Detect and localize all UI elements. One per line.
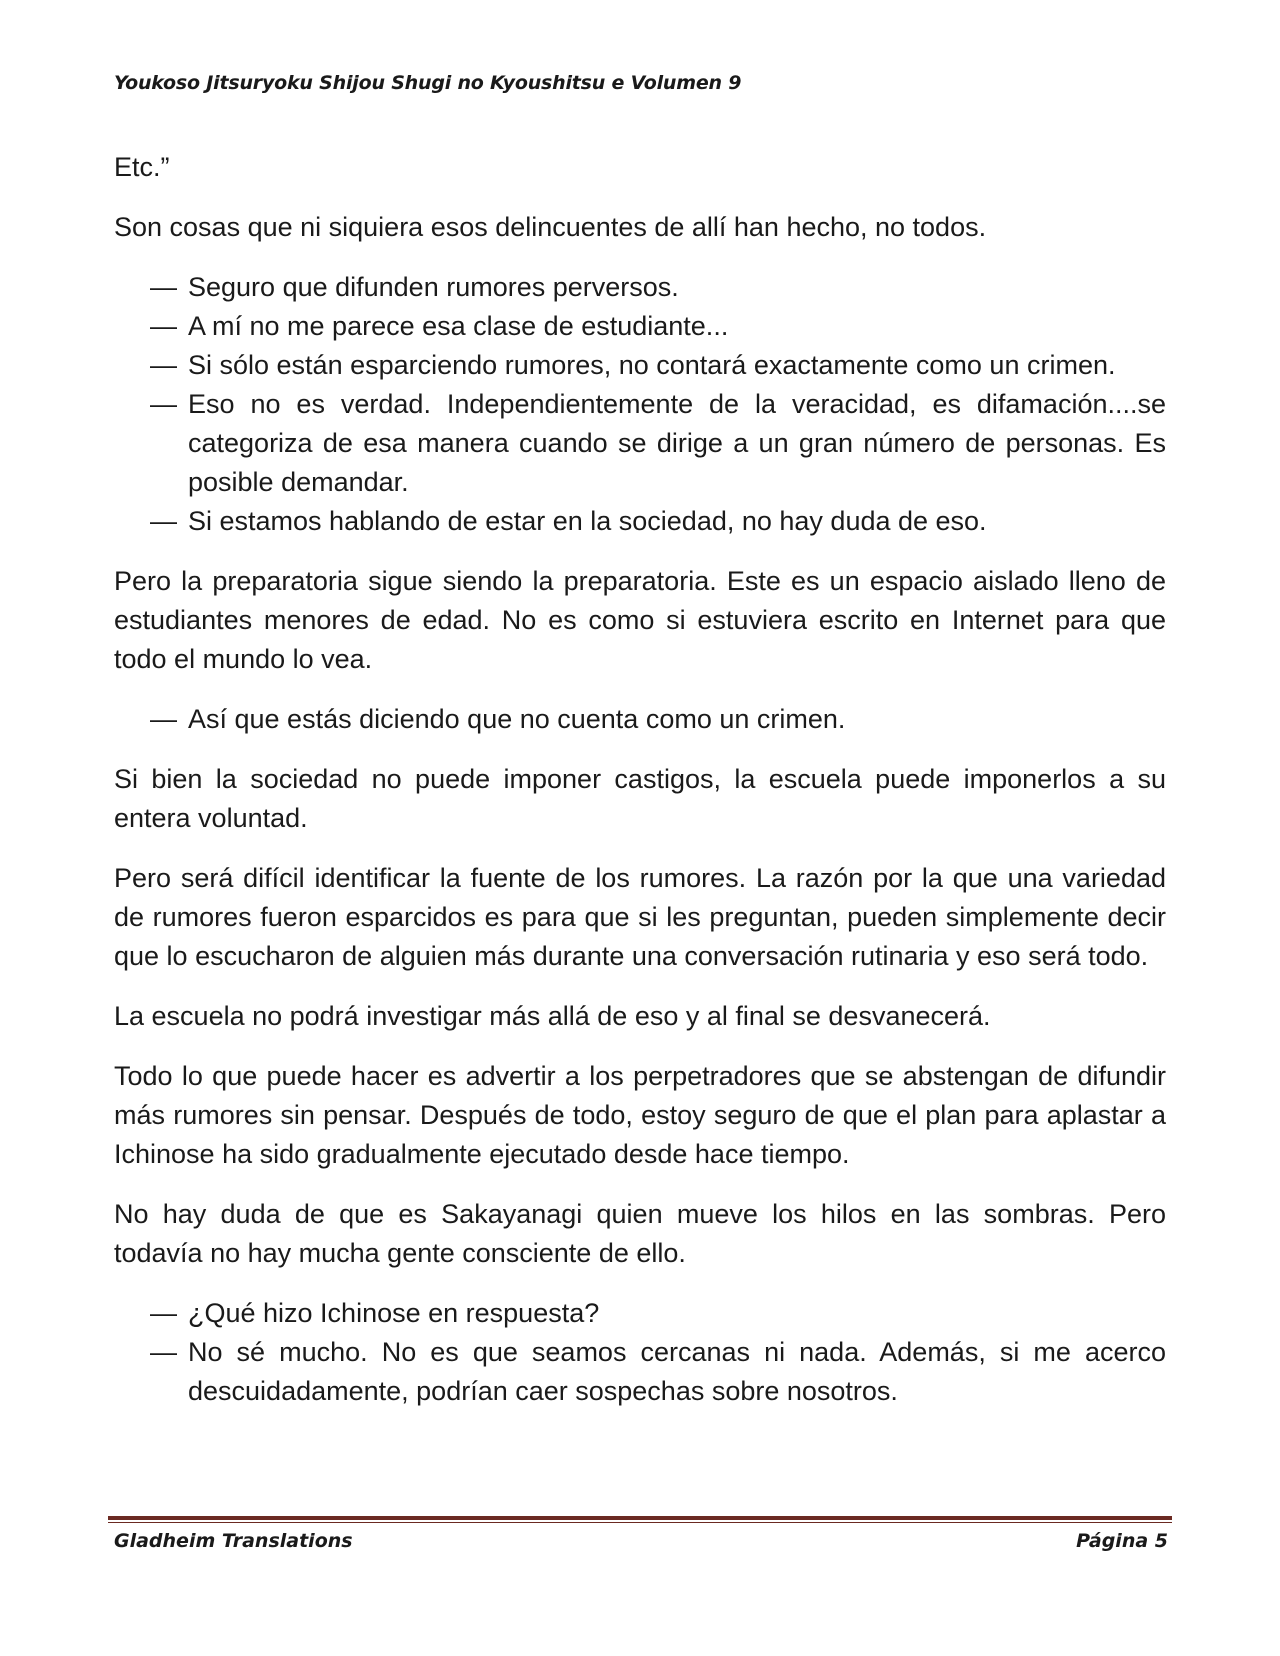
dialogue-list: [114, 268, 1166, 541]
dash-mark: —: [150, 1337, 177, 1367]
paragraph: Todo lo que puede hacer es advertir a los perpetradores que se abstengan de difundir más rumores sin pensar. Después de todo, estoy seguro de que el plan para aplastar a Ichinose ha sido gradualmente ejecutado desde hace tiempo.: [114, 1061, 1166, 1169]
dialogue-text: Así que estás diciendo que no cuenta como un crimen.: [188, 704, 846, 734]
dialogue-list: [114, 1294, 1166, 1411]
dash-mark: —: [150, 350, 177, 380]
dash-mark: —: [150, 311, 177, 341]
dash-mark: —: [150, 704, 177, 734]
paragraph: Pero la preparatoria sigue siendo la preparatoria. Este es un espacio aislado lleno de estudiantes menores de edad. No es como si estuviera escrito en Internet para que todo el mundo lo vea.: [114, 566, 1166, 674]
paragraph: Pero será difícil identificar la fuente de los rumores. La razón por la que una variedad de rumores fueron esparcidos es para que si les preguntan, pueden simplemente decir que lo escucharon de alguien más durante una conversación rutinaria y eso será todo.: [114, 863, 1166, 971]
page-body: [114, 148, 1166, 1432]
dash-mark: —: [150, 272, 177, 302]
dialogue-line: [114, 268, 1166, 307]
dash-mark: —: [150, 389, 177, 419]
paragraph: La escuela no podrá investigar más allá de eso y al final se desvanecerá.: [114, 1001, 991, 1031]
dialogue-text: Seguro que difunden rumores perversos.: [188, 272, 679, 302]
dash-mark: —: [150, 506, 177, 536]
paragraph: Si bien la sociedad no puede imponer castigos, la escuela puede imponerlos a su entera voluntad.: [114, 764, 1166, 833]
dialogue-line: [114, 1333, 1166, 1411]
footer-credit: Gladheim Translations: [114, 1530, 353, 1552]
dialogue-line: [114, 346, 1166, 385]
paragraph: No hay duda de que es Sakayanagi quien mueve los hilos en las sombras. Pero todavía no hay mucha gente consciente de ello.: [114, 1199, 1166, 1268]
dialogue-line: [114, 385, 1166, 502]
dialogue-line: [114, 700, 1166, 739]
dialogue-text: Eso no es verdad. Independientemente de la veracidad, es difamación....se categoriza de esa manera cuando se dirige a un gran número de personas. Es posible demandar.: [188, 389, 1166, 497]
page-number: Página 5: [1076, 1530, 1168, 1552]
page-header-title: Youkoso Jitsuryoku Shijou Shugi no Kyoushitsu e Volumen 9: [114, 72, 742, 94]
footer-divider-thin: [108, 1522, 1172, 1523]
dialogue-text: Si estamos hablando de estar en la sociedad, no hay duda de eso.: [188, 506, 987, 536]
dialogue-line: [114, 307, 1166, 346]
dialogue-line: [114, 1294, 1166, 1333]
dialogue-text: Si sólo están esparciendo rumores, no contará exactamente como un crimen.: [188, 350, 1116, 380]
dialogue-line: [114, 502, 1166, 541]
dialogue-text: No sé mucho. No es que seamos cercanas ni nada. Además, si me acerco descuidadamente, podrían caer sospechas sobre nosotros.: [188, 1337, 1166, 1406]
dialogue-list: [114, 700, 1166, 739]
paragraph: Son cosas que ni siquiera esos delincuentes de allí han hecho, no todos.: [114, 212, 987, 242]
paragraph: Etc.”: [114, 152, 170, 182]
footer-divider: [108, 1516, 1172, 1520]
dash-mark: —: [150, 1298, 177, 1328]
dialogue-text: ¿Qué hizo Ichinose en respuesta?: [188, 1298, 600, 1328]
dialogue-text: A mí no me parece esa clase de estudiante...: [188, 311, 729, 341]
